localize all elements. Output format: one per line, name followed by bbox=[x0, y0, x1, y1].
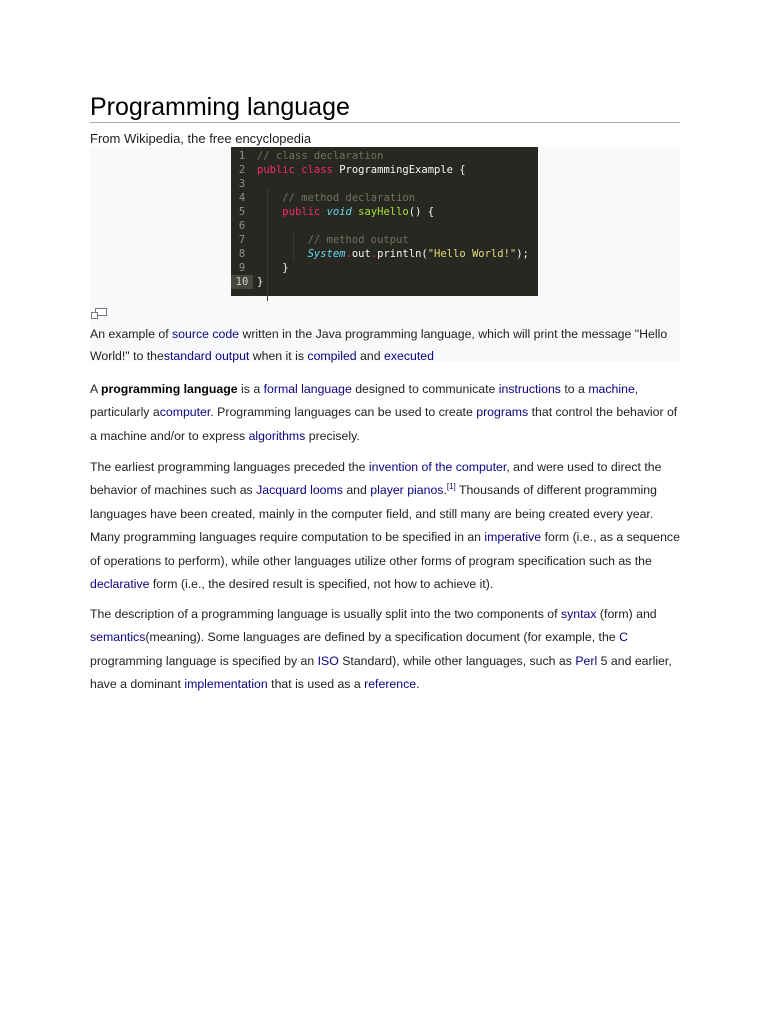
line-number: 10 bbox=[231, 275, 253, 289]
code-token: . bbox=[345, 248, 352, 260]
line-number: 6 bbox=[238, 220, 246, 232]
link-player-pianos[interactable]: player pianos bbox=[370, 483, 444, 498]
code-token: // method output bbox=[307, 234, 409, 246]
link-programs[interactable]: programs bbox=[476, 405, 529, 420]
tagline: From Wikipedia, the free encyclopedia bbox=[90, 131, 312, 146]
link-invention-of-the-computer[interactable]: invention of the computer bbox=[368, 460, 507, 474]
magnify-icon[interactable] bbox=[91, 308, 107, 319]
code-token bbox=[257, 206, 282, 218]
link-c[interactable]: C bbox=[619, 630, 628, 645]
paragraph-history: The earliest programming languages preceded the invention of the computer, and were used to direct the behavior of machines such as Jacquard looms and player pianos.[1] Thousands of different programming languages have been created, mainly in the computer field, and still many are being created every year. Many programming languages require computation to be specified in an imperative form (i.e., as a sequence of operations to perform), while other languages utilize other forms of program specification such as the declarative form (i.e., the desired result is specified, not how to achieve it). bbox=[90, 460, 680, 592]
link-reference[interactable]: reference bbox=[364, 677, 417, 692]
line-number: 9 bbox=[238, 262, 246, 274]
code-line bbox=[231, 205, 434, 219]
code-token: println( bbox=[377, 248, 428, 260]
code-screenshot bbox=[231, 147, 538, 296]
code-token: sayHello bbox=[358, 206, 409, 218]
code-token: public class bbox=[257, 164, 340, 176]
line-number: 3 bbox=[238, 178, 246, 190]
link-implementation[interactable]: implementation bbox=[184, 677, 268, 692]
line-number: 4 bbox=[238, 192, 246, 204]
link-machine[interactable]: machine bbox=[588, 382, 635, 396]
code-token: public bbox=[282, 206, 327, 218]
code-token bbox=[257, 192, 282, 204]
link-compiled[interactable]: compiled bbox=[307, 349, 357, 363]
code-token: () { bbox=[408, 206, 435, 218]
code-token: ); bbox=[516, 248, 529, 260]
line-number: 2 bbox=[238, 164, 246, 176]
link-formal-language[interactable]: formal language bbox=[263, 382, 352, 396]
link-computer[interactable]: computer bbox=[159, 405, 211, 420]
code-line bbox=[231, 219, 257, 233]
paragraph-description: The description of a programming language is usually split into the two components of syntax (form) and semantics(meaning). Some languages are defined by a specification document (for example, the C programming language is specified by an ISO Standard), while other languages, such as Perl 5 and earlier, have a dominant implementation that is used as a reference. bbox=[90, 607, 672, 692]
paragraph-intro: A programming language is a formal language designed to communicate instructions to a machine, particularly acomputer. Programming languages can be used to create programs that control the behavior of a machine and/or to express algorithms precisely. bbox=[90, 382, 678, 443]
code-token: . bbox=[370, 248, 378, 260]
line-number: 7 bbox=[238, 234, 246, 246]
code-token: } bbox=[257, 262, 289, 274]
link-imperative[interactable]: imperative bbox=[484, 530, 542, 545]
code-token: System bbox=[307, 248, 346, 260]
code-line bbox=[231, 247, 529, 261]
link-perl[interactable]: Perl bbox=[575, 653, 598, 668]
code-token: ProgrammingExample { bbox=[339, 164, 466, 176]
code-token: "Hello World!" bbox=[427, 248, 517, 260]
code-token: // class declaration bbox=[257, 150, 384, 162]
code-line bbox=[231, 149, 383, 163]
code-token: out bbox=[351, 248, 371, 260]
link-semantics[interactable]: semantics bbox=[90, 630, 146, 645]
code-line bbox=[231, 261, 289, 275]
figure-caption: An example of source code written in the Java programming language, which will print the message "Hello World!" to thestandard output when it is compiled and executed bbox=[90, 327, 668, 363]
code-token: } bbox=[257, 276, 264, 288]
reference-link[interactable]: [1] bbox=[446, 482, 456, 492]
code-token bbox=[257, 234, 308, 246]
code-token: void bbox=[326, 206, 359, 218]
link-instructions[interactable]: instructions bbox=[498, 382, 561, 396]
line-number: 5 bbox=[238, 206, 246, 218]
link-syntax[interactable]: syntax bbox=[560, 607, 597, 621]
code-token: // method declaration bbox=[282, 192, 416, 204]
code-line bbox=[231, 233, 409, 247]
code-token bbox=[257, 248, 308, 260]
code-line bbox=[231, 275, 263, 289]
page-title: Programming language bbox=[90, 92, 680, 123]
link-standard-output[interactable]: standard output bbox=[163, 349, 250, 363]
link-iso[interactable]: ISO bbox=[317, 653, 339, 668]
line-number: 1 bbox=[238, 150, 246, 162]
link-jacquard-looms[interactable]: Jacquard looms bbox=[256, 483, 343, 498]
link-algorithms[interactable]: algorithms bbox=[248, 428, 306, 443]
code-line bbox=[231, 191, 415, 205]
link-declarative[interactable]: declarative bbox=[90, 577, 150, 592]
code-figure bbox=[90, 147, 680, 362]
line-number: 8 bbox=[238, 248, 246, 260]
code-line bbox=[231, 177, 257, 191]
code-line bbox=[231, 163, 466, 177]
link-executed[interactable]: executed bbox=[384, 349, 434, 363]
link-source-code[interactable]: source code bbox=[172, 327, 240, 341]
bold-term: programming language bbox=[100, 382, 238, 396]
